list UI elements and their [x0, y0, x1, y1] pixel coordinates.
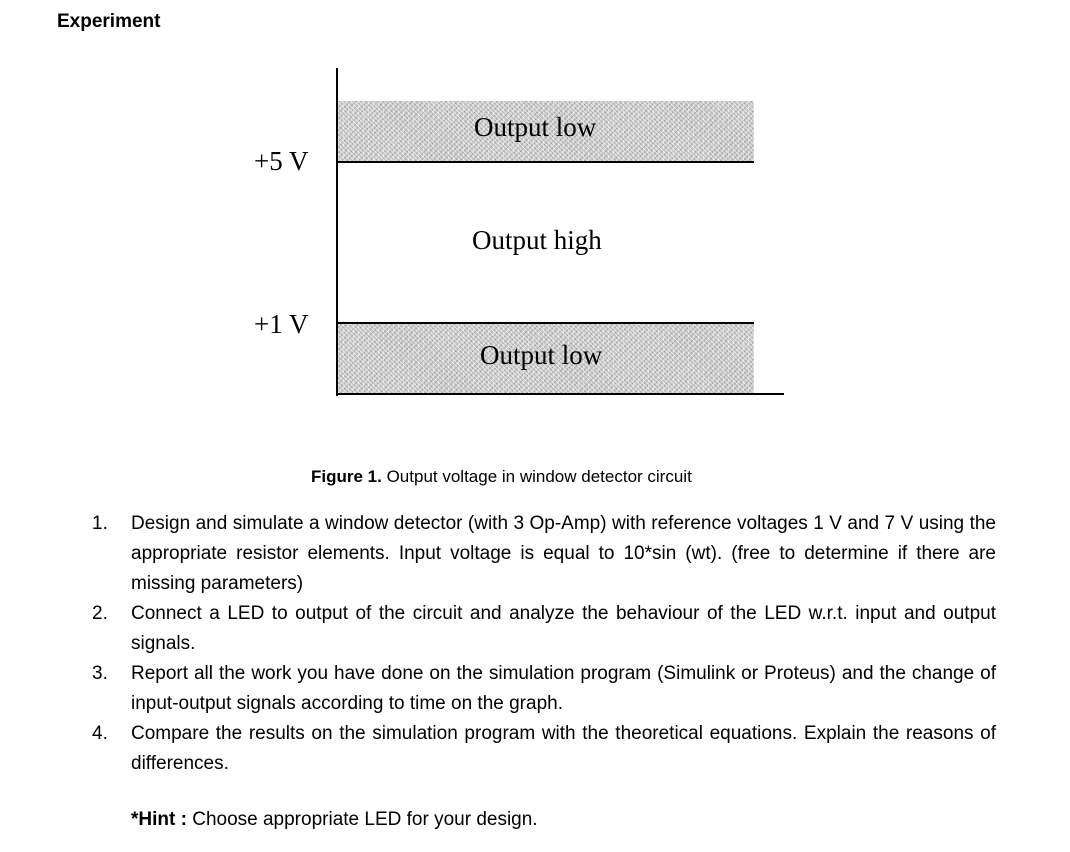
caption-text: Output voltage in window detector circuit [381, 467, 692, 486]
task-text: Compare the results on the simulation program with the theoretical equations. Explain the reasons of differences. [131, 723, 996, 774]
lower-reference-line [336, 322, 754, 324]
task-item [92, 719, 996, 779]
vertical-axis [336, 68, 338, 396]
upper-reference-line [336, 161, 754, 163]
top-region-label: Output low [474, 112, 597, 142]
task-item [92, 509, 996, 599]
horizontal-axis [336, 393, 784, 395]
upper-reference-label: +5 V [254, 146, 309, 176]
task-item [92, 659, 996, 719]
task-text: Report all the work you have done on the simulation program (Simulink or Proteus) and the change of input-output signals according to time on the graph. [131, 663, 996, 714]
task-text: Design and simulate a window detector (with 3 Op-Amp) with reference voltages 1 V and 7 V using the appropriate resistor elements. Input voltage is equal to 10*sin (wt). (free to determine if there are missing parameters) [131, 513, 996, 594]
lower-reference-label: +1 V [254, 309, 309, 339]
task-text: Connect a LED to output of the circuit and analyze the behaviour of the LED w.r.t. input and output signals. [131, 603, 996, 654]
task-number: 3. [92, 663, 108, 684]
hint-note [131, 809, 538, 831]
task-list [92, 509, 996, 779]
bottom-region-label: Output low [480, 340, 603, 370]
page-heading: Experiment [57, 11, 161, 32]
hint-text: Choose appropriate LED for your design. [186, 809, 538, 830]
caption-prefix: Figure 1. [311, 467, 382, 486]
task-number: 1. [92, 513, 108, 534]
middle-region-label: Output high [472, 225, 602, 255]
figure-caption [311, 467, 692, 487]
window-detector-figure [230, 60, 810, 410]
hint-label: *Hint : [131, 809, 187, 830]
task-number: 2. [92, 603, 108, 624]
task-item [92, 599, 996, 659]
task-number: 4. [92, 723, 108, 744]
